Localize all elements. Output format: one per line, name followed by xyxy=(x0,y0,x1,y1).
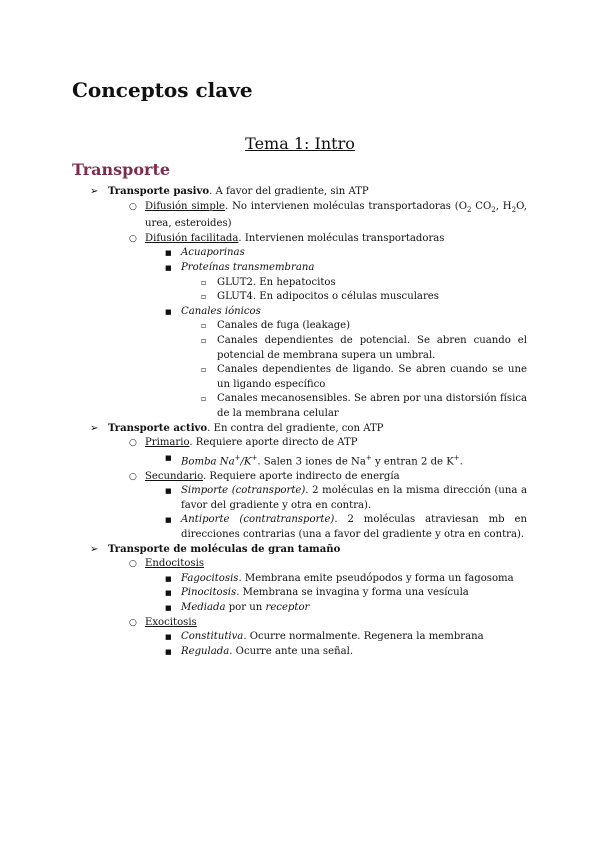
list-item xyxy=(0,276,600,291)
small-square-bullet-icon: ▫ xyxy=(201,365,207,375)
item-heading: Secundario xyxy=(145,470,203,482)
list-item xyxy=(0,232,600,247)
item-heading: Endocitosis xyxy=(145,558,205,570)
list-item xyxy=(0,470,600,485)
item-text: . Membrana se invagina y forma una vesícula xyxy=(236,587,469,599)
item-heading: Pinocitosis xyxy=(181,587,237,599)
list-item xyxy=(0,616,600,631)
arrow-bullet-icon: ➢ xyxy=(90,422,99,434)
square-bullet-icon: ■ xyxy=(165,487,172,496)
item-text: y entran 2 de K xyxy=(371,456,454,468)
section-title: Tema 1: Intro xyxy=(245,134,355,153)
small-square-bullet-icon: ▫ xyxy=(201,335,207,345)
square-bullet-icon: ■ xyxy=(165,633,172,642)
circle-bullet-icon: ○ xyxy=(129,559,137,570)
item-text: . Salen 3 iones de Na xyxy=(257,456,366,468)
list-item xyxy=(0,200,600,232)
list-item xyxy=(0,451,600,470)
item-text: GLUT2. En hepatocitos xyxy=(217,276,336,288)
list-item xyxy=(0,557,600,572)
item-text: . A favor del gradiente, sin ATP xyxy=(209,186,369,197)
square-bullet-icon: ■ xyxy=(165,574,172,583)
list-item xyxy=(0,305,600,320)
square-bullet-icon: ■ xyxy=(165,263,172,272)
outline-list xyxy=(0,185,600,659)
item-text: . Requiere aporte indirecto de energía xyxy=(202,470,400,482)
list-item xyxy=(0,334,600,363)
list-item xyxy=(0,185,600,200)
item-text: receptor xyxy=(265,602,310,613)
item-heading: Antiporte (contratransporte) xyxy=(181,514,335,526)
item-heading: Mediada xyxy=(181,602,226,613)
item-text: Canales de fuga (leakage) xyxy=(217,320,351,332)
item-text: . 2 moléculas atraviesan mb en direcciones contrarias (una a favor del gradiente y otra en contra). xyxy=(181,514,527,541)
subscript: 2 xyxy=(466,205,472,214)
small-square-bullet-icon: ▫ xyxy=(201,394,207,404)
item-text: . Requiere aporte directo de ATP xyxy=(189,437,358,449)
list-item xyxy=(0,436,600,451)
list-item xyxy=(0,392,600,421)
list-item xyxy=(0,601,600,616)
item-text: GLUT4. En adipocitos o células musculares xyxy=(217,291,439,303)
square-bullet-icon: ■ xyxy=(165,307,172,316)
item-text: O, urea, esteroides) xyxy=(145,200,527,230)
list-item xyxy=(0,543,600,558)
item-text: . 2 moléculas en la misma dirección (una a favor del gradiente y otra en contra). xyxy=(181,485,528,511)
square-bullet-icon: ■ xyxy=(165,604,172,612)
circle-bullet-icon: ○ xyxy=(129,438,137,449)
item-text: . No intervienen moléculas transportadoras (O xyxy=(225,200,467,212)
small-square-bullet-icon: ▫ xyxy=(201,321,207,331)
item-text: . Ocurre normalmente. Regenera la membrana xyxy=(243,631,484,643)
circle-bullet-icon: ○ xyxy=(129,233,137,244)
circle-bullet-icon: ○ xyxy=(129,617,137,628)
document-title: Conceptos clave xyxy=(72,78,253,102)
item-heading: Regulada xyxy=(181,645,230,657)
item-text: Proteínas transmembrana xyxy=(181,261,315,273)
square-bullet-icon: ■ xyxy=(165,516,172,525)
square-bullet-icon: ■ xyxy=(165,249,172,258)
item-heading: Constitutiva xyxy=(181,631,244,643)
arrow-bullet-icon: ➢ xyxy=(90,186,99,197)
item-heading: Transporte activo xyxy=(108,422,208,434)
item-text: . En contra del gradiente, con ATP xyxy=(207,422,384,434)
item-text: Canales dependientes de potencial. Se abren cuando el potencial de membrana supera un umbral. xyxy=(217,334,527,361)
list-item xyxy=(0,363,600,392)
item-heading: Transporte de moléculas de gran tamaño xyxy=(108,543,341,555)
item-heading: Simporte (cotransporte) xyxy=(181,485,306,497)
list-item xyxy=(0,290,600,305)
item-text: . Intervienen moléculas transportadoras xyxy=(238,232,445,244)
subsection-title: Transporte xyxy=(72,160,171,179)
item-text: CO xyxy=(471,200,492,212)
square-bullet-icon: ■ xyxy=(165,453,172,462)
item-heading: Difusión simple xyxy=(145,200,226,212)
superscript: + xyxy=(453,453,460,462)
subscript: 2 xyxy=(511,205,517,214)
arrow-bullet-icon: ➢ xyxy=(90,543,99,555)
item-text: /K xyxy=(240,456,252,468)
subscript: 2 xyxy=(491,205,496,214)
item-text: Canales iónicos xyxy=(181,305,261,317)
item-heading: Transporte pasivo xyxy=(108,186,210,197)
item-heading: Primario xyxy=(145,437,190,449)
item-text: , H xyxy=(495,200,512,212)
item-text: . Ocurre ante una señal. xyxy=(229,645,354,657)
square-bullet-icon: ■ xyxy=(165,647,172,656)
item-text: . Membrana emite pseudópodos y forma un fagosoma xyxy=(238,572,514,584)
list-item xyxy=(0,246,600,261)
list-item xyxy=(0,513,600,542)
item-text: Canales dependientes de ligando. Se abren cuando se une un ligando específico xyxy=(217,364,527,390)
small-square-bullet-icon: ▫ xyxy=(201,292,207,302)
square-bullet-icon: ■ xyxy=(165,589,172,598)
item-text: Bomba Na xyxy=(181,456,235,468)
list-item xyxy=(0,422,600,437)
item-heading: Fagocitosis xyxy=(181,572,239,584)
item-text: Canales mecanosensibles. Se abren por una distorsión física de la membrana celular xyxy=(217,393,527,419)
list-item xyxy=(0,319,600,334)
list-item xyxy=(0,630,600,645)
list-item xyxy=(0,586,600,601)
list-item xyxy=(0,484,600,513)
superscript: + xyxy=(251,453,258,462)
item-text: . xyxy=(459,456,463,468)
superscript: + xyxy=(234,453,241,462)
small-square-bullet-icon: ▫ xyxy=(201,277,207,287)
superscript: + xyxy=(365,453,372,462)
item-text: por un xyxy=(225,602,266,613)
item-heading: Exocitosis xyxy=(145,616,197,628)
item-text: Acuaporinas xyxy=(181,247,245,259)
item-heading: Difusión facilitada xyxy=(145,232,239,244)
list-item xyxy=(0,572,600,587)
circle-bullet-icon: ○ xyxy=(129,471,137,482)
circle-bullet-icon: ○ xyxy=(129,201,137,212)
list-item xyxy=(0,645,600,660)
list-item xyxy=(0,261,600,276)
